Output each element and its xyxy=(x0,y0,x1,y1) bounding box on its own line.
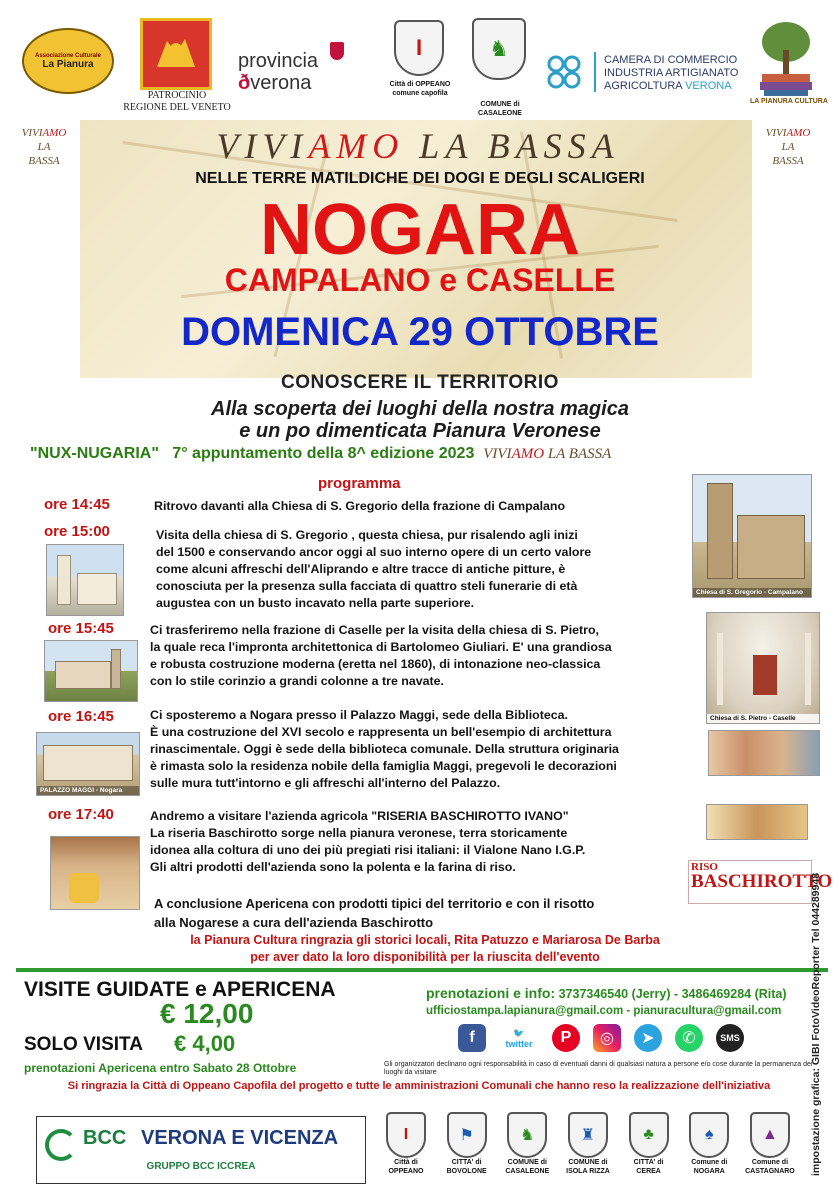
schedule-5-line-4: Gli altri prodotti dell'azienda sono la polenta e la farina di riso. xyxy=(150,860,516,874)
phone-numbers[interactable]: 3737346540 (Jerry) - 3486469284 (Rita) xyxy=(555,987,787,1001)
logo-big-text: La Pianura xyxy=(42,58,94,70)
pianura-cultura-label: LA PIANURA CULTURA xyxy=(750,98,828,105)
conclusione-line-2: alla Nogarese a cura dell'azienda Baschirotto xyxy=(154,915,434,930)
schedule-1-text xyxy=(154,498,565,515)
chiesa-gregorio-small-photo xyxy=(46,544,124,616)
prenotazioni-entro: prenotazioni Apericena entro Sabato 28 Ottobre xyxy=(24,1061,297,1075)
camera-commercio-text xyxy=(604,54,738,93)
terre-subtitle: NELLE TERRE MATILDICHE DEI DOGI E DEGLI SCALIGERI xyxy=(195,170,645,187)
crest-isola-rizza xyxy=(560,1112,616,1186)
ringraziamenti xyxy=(40,932,810,966)
oppeano-label xyxy=(384,80,456,98)
schedule-5-text xyxy=(150,808,585,876)
crest-label-castagnaro: Comune di CASTAGNARO xyxy=(745,1159,795,1175)
twitter-icon[interactable]: 🐦 twitter xyxy=(499,1024,539,1052)
schedule-4-line-3: rinascimentale. Oggi è sede della biblioteca comunale. Della struttura originaria xyxy=(150,742,619,756)
programma-heading: programma xyxy=(318,475,401,492)
schedule-3-line-4: con lo stile corinzio a grandi colonne a tre navate. xyxy=(150,674,444,688)
provincia-crest-icon xyxy=(330,42,344,60)
provincia-text: provincia xyxy=(238,50,319,72)
schedule-2-line-1: Visita della chiesa di S. Gregorio , questa chiesa, pur risalendo agli inizi xyxy=(156,528,578,542)
sms-label: SMS xyxy=(720,1033,740,1043)
regione-veneto-lion-icon xyxy=(140,18,212,90)
schedule-2-line-5: augustea con un busto incavato nella parte superiore. xyxy=(156,596,475,610)
conoscere-heading: CONOSCERE IL TERRITORIO xyxy=(281,372,559,393)
scoperta-line-2: e un po dimenticata Pianura Veronese xyxy=(239,420,601,442)
casaleone-crest-icon-footer: ♞ xyxy=(507,1112,547,1158)
crest-label-casaleone: COMUNE di CASALEONE xyxy=(505,1159,550,1175)
schedule-5-line-2: La riseria Baschirotto sorge nella pianura veronese, terra storicamente xyxy=(150,826,568,840)
crest-oppeano xyxy=(378,1112,434,1186)
fresco-photo xyxy=(708,730,820,776)
schedule-4-line-4: è rimasta solo la residenza nobile della famiglia Maggi, pregevoli le decorazioni xyxy=(150,759,617,773)
crest-cerea xyxy=(621,1112,677,1186)
schedule-2-text xyxy=(156,527,591,612)
ccia-line-2: INDUSTRIA ARTIGIANATO xyxy=(604,67,739,79)
la-pianura-logo xyxy=(22,28,114,94)
conclusione-text xyxy=(154,894,594,932)
casaleone-crest xyxy=(472,18,526,80)
chiesa-gregorio-photo xyxy=(692,474,812,598)
facebook-icon[interactable]: f xyxy=(458,1024,486,1052)
prenotazioni-info xyxy=(426,985,787,1001)
casaleone-crest-icon: ♞ xyxy=(472,18,526,80)
schedule-3-line-2: la quale reca l'impronta architettonica di Bartolomeo Giuliari. E' una grandiosa xyxy=(150,640,612,654)
conclusione-line-1: A conclusione Apericena con prodotti tipici del territorio e con il risotto xyxy=(154,896,595,911)
crest-label-bovolone: CITTA' di BOVOLONE xyxy=(446,1159,487,1175)
schedule-2-line-3: come alcuni affreschi dell'Aliprando e altre tracce di antiche pitture, è xyxy=(156,562,566,576)
oppeano-crest-icon-footer: I xyxy=(386,1112,426,1158)
crest-nogara xyxy=(681,1112,737,1186)
pietro-caption: Chiesa di S. Pietro - Caselle xyxy=(707,714,819,723)
schedule-3-line-1: Ci trasferiremo nella frazione di Caselle per la visita della chiesa di S. Pietro, xyxy=(150,623,599,637)
ringrazia-line-2: per aver dato la loro disponibilità per la riuscita dell'evento xyxy=(250,950,600,964)
schedule-4-line-2: È una costruzione del XVI secolo e rappresenta un bell'esempio di architettura xyxy=(150,725,612,739)
scoperta-line-1: Alla scoperta dei luoghi della nostra magica xyxy=(211,398,629,420)
patrocinio-label xyxy=(118,90,236,114)
divider xyxy=(16,968,828,972)
book-tree-icon xyxy=(756,20,816,98)
chiesa-pietro-small-photo xyxy=(44,640,138,702)
oppeano-label-2: comune capofila xyxy=(392,90,448,97)
bcc-logo xyxy=(36,1116,366,1184)
palazzo-maggi-photo xyxy=(36,732,140,796)
gregorio-caption: Chiesa di S. Gregorio - Campalano xyxy=(693,588,811,597)
isola-rizza-crest-icon: ♜ xyxy=(568,1112,608,1158)
sms-icon[interactable] xyxy=(716,1024,744,1052)
pinterest-icon[interactable]: P xyxy=(552,1024,580,1052)
palazzo-caption: PALAZZO MAGGI - Nogara xyxy=(37,786,139,795)
side-tag-right xyxy=(758,126,818,168)
price-full: € 12,00 xyxy=(160,998,254,1029)
time-3: ore 15:45 xyxy=(48,620,114,637)
oppeano-label-1: Città di OPPEANO xyxy=(389,81,451,88)
schedule-5-line-3: idonea alla coltura di uno dei più pregiati risi italiani: il Vialone Nano I.G.P. xyxy=(150,843,586,857)
crest-label-cerea: CITTA' di CEREA xyxy=(633,1159,664,1175)
side-amo: AMO xyxy=(42,127,67,139)
visite-guidate-label: VISITE GUIDATE e APERICENA xyxy=(24,978,336,1001)
campalano-subtitle: CAMPALANO e CASELLE xyxy=(224,262,616,298)
tag-viv: VIVI xyxy=(483,446,512,462)
bcc-icon xyxy=(45,1129,77,1161)
solo-visita-label: SOLO VISITA xyxy=(24,1034,143,1055)
side-la: LA xyxy=(37,141,51,153)
side-tag-left xyxy=(14,126,74,168)
provincia-verona-logo: provincia ðverona xyxy=(238,50,319,94)
viviamo-a: VIVI xyxy=(216,126,309,166)
twitter-label: twitter xyxy=(505,1038,533,1049)
riso-products-photo xyxy=(706,804,808,840)
time-2: ore 15:00 xyxy=(44,523,110,540)
crest-label-oppeano: Città di OPPEANO xyxy=(388,1159,424,1175)
telegram-icon[interactable]: ➤ xyxy=(634,1024,662,1052)
whatsapp-icon[interactable]: ✆ xyxy=(675,1024,703,1052)
viviamo-title xyxy=(88,125,748,167)
credits-vertical: impostazione grafica: GIBI FotoVideoReporter Tel 044289948 xyxy=(810,872,822,1176)
ccia-line-1: CAMERA DI COMMERCIO xyxy=(604,54,738,66)
crest-casaleone xyxy=(499,1112,555,1186)
castagnaro-crest-icon: ▲ xyxy=(750,1112,790,1158)
riso-label: RISO xyxy=(691,861,718,873)
nux-title: "NUX-NUGARIA" xyxy=(30,445,159,462)
viviamo-c: LA BASSA xyxy=(404,126,620,166)
schedule-3-text xyxy=(150,622,612,690)
schedule-4-line-1: Ci sposteremo a Nogara presso il Palazzo Maggi, sede della Biblioteca. xyxy=(150,708,568,722)
ccia-line-3b: VERONA xyxy=(685,80,732,92)
side-viv-r: VIVI xyxy=(765,127,787,139)
time-1: ore 14:45 xyxy=(44,496,110,513)
comuni-crests xyxy=(378,1112,798,1186)
oppeano-crest-icon: I xyxy=(394,20,444,76)
time-5: ore 17:40 xyxy=(48,806,114,823)
nux-line xyxy=(30,445,820,463)
crest-bovolone xyxy=(439,1112,495,1186)
schedule-1-line: Ritrovo davanti alla Chiesa di S. Gregorio della frazione di Campalano xyxy=(154,499,566,513)
prenotazioni-label: prenotazioni e info: xyxy=(426,985,556,1001)
ringrazia-line-1: la Pianura Cultura ringrazia gli storici locali, Rita Patuzzo e Mariarosa De Barba xyxy=(190,933,660,947)
riso-name: BASCHIROTTO xyxy=(691,871,833,892)
side-bassa-r: BASSA xyxy=(772,155,804,167)
bovolone-crest-icon: ⚑ xyxy=(447,1112,487,1158)
nogara-title: NOGARA xyxy=(260,190,580,270)
viviamo-b: AMO xyxy=(308,126,405,166)
logo-small-text: Associazione Culturale xyxy=(34,52,102,59)
bcc-name: BCC xyxy=(83,1127,127,1149)
ringrazia-comuni: Si ringrazia la Città di Oppeano Capofila del progetto e tutte le amministrazioni Comunali che hanno reso la realizzazione dell'iniziativa xyxy=(67,1080,771,1092)
crest-label-isola-rizza: COMUNE di ISOLA RIZZA xyxy=(566,1159,610,1175)
tag-amo: AMO xyxy=(511,446,545,462)
bcc-city: VERONA E VICENZA xyxy=(141,1127,339,1149)
social-icons xyxy=(458,1024,744,1052)
tag-bassa: LA BASSA xyxy=(544,446,612,462)
bcc-group: GRUPPO BCC ICCREA xyxy=(146,1161,256,1172)
cerea-crest-icon: ♣ xyxy=(629,1112,669,1158)
schedule-3-line-3: e robusta costruzione moderna (eretta nel 1860), di intonazione neo-classica xyxy=(150,657,601,671)
event-date: DOMENICA 29 OTTOBRE xyxy=(181,310,659,354)
side-viv: VIVI xyxy=(21,127,43,139)
side-bassa: BASSA xyxy=(28,155,60,167)
instagram-icon[interactable]: ◎ xyxy=(593,1024,621,1052)
chiesa-pietro-interior-photo xyxy=(706,612,820,724)
scoperta-text xyxy=(80,398,760,442)
email-addresses[interactable]: ufficiostampa.lapianura@gmail.com - pianuracultura@gmail.com xyxy=(426,1005,782,1017)
patrocinio-text: PATROCINIO xyxy=(147,90,207,101)
crest-castagnaro xyxy=(742,1112,798,1186)
price-visit: € 4,00 xyxy=(174,1031,236,1056)
appuntamento-text: 7° appuntamento della 8^ edizione 2023 xyxy=(172,445,475,462)
regione-text: REGIONE DEL VENETO xyxy=(123,102,231,113)
nogara-crest-icon: ♠ xyxy=(689,1112,729,1158)
side-la-r: LA xyxy=(781,141,795,153)
ccia-divider xyxy=(594,52,596,92)
schedule-2-line-4: conosciuta per la presenza sulla facciata di quattro steli funerarie di età xyxy=(156,579,578,593)
riso-baschirotto-logo xyxy=(688,860,833,904)
time-4: ore 16:45 xyxy=(48,708,114,725)
ccia-line-3a: AGRICOLTURA xyxy=(604,80,683,92)
schedule-4-line-5: sulle mura tutt'intorno e gli affreschi all'interno del Palazzo. xyxy=(150,776,501,790)
oppeano-crest xyxy=(394,20,444,76)
side-amo-r: AMO xyxy=(786,127,811,139)
provincia-verona-text: verona xyxy=(250,72,312,94)
riseria-shop-photo xyxy=(50,836,140,910)
casaleone-label: COMUNE di CASALEONE xyxy=(478,101,522,117)
camera-commercio-icon xyxy=(544,52,584,92)
crest-label-nogara: Comune di NOGARA xyxy=(691,1159,728,1175)
schedule-4-text xyxy=(150,707,619,792)
disclaimer: Gli organizzatori declinano ogni responsabilità in caso di eventuali danni di qualsiasi natura a persone e/o cose durante la permanenza dei luoghi da visitare xyxy=(384,1061,813,1076)
schedule-5-line-1: Andremo a visitare l'azienda agricola "RISERIA BASCHIROTTO IVANO" xyxy=(150,809,569,823)
schedule-2-line-2: del 1500 e conservando ancor oggi al suo interno opere di un certo valore xyxy=(156,545,592,559)
